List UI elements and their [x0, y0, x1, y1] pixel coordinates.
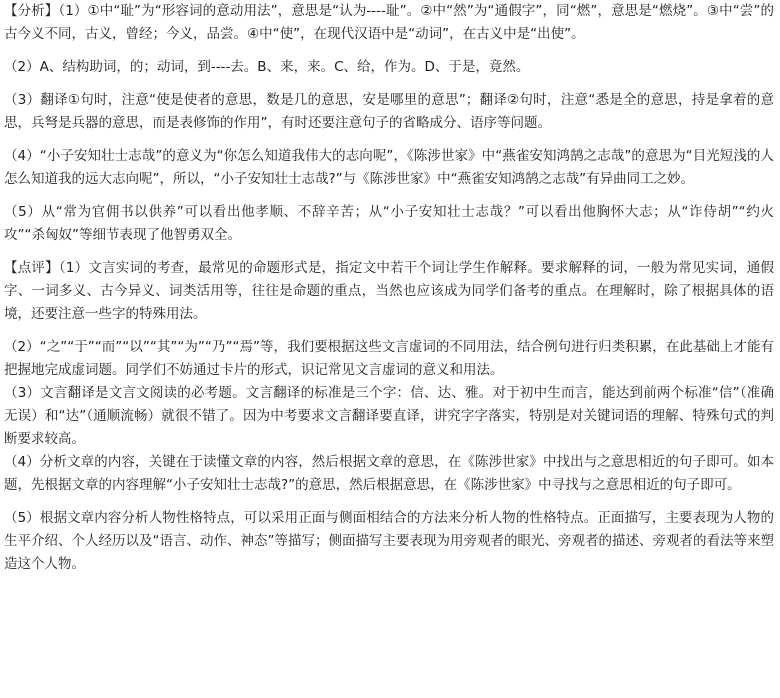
paragraph-gap [4, 46, 774, 56]
analysis-paragraph-3: （3）翻译①句时，注意“使是使者的意思，数是几的意思，安是哪里的意思”；翻译②句时，注意“悉是全的意思，持是拿着的意思，兵弩是兵器的意思，而是表修饰的作用”，有时还要注意句子的省略成分、语序等问题。 [4, 92, 774, 131]
paragraph-gap [4, 135, 774, 145]
comment-paragraph-2: （2）“之”“于”“而”“以”“其”“为”“乃”“焉”等，我们要根据这些文言虚词的不同用法，结合例句进行归类积累，在此基础上才能有把握地完成虚词题。同学们不妨通过卡片的形式，识记常见文言虚词的意义和用法。 [4, 339, 774, 378]
analysis-paragraph-2: （2）A、结构助词，的；动词，到----去。B、来，来。C、给，作为。D、于是，竟然。 [4, 59, 530, 75]
paragraph-gap [4, 79, 774, 89]
paragraph-gap [4, 247, 774, 257]
analysis-paragraph-4: （4）“小子安知壮士志哉”的意义为“你怎么知道我伟大的志向呢”，《陈涉世家》中“燕雀安知鸿鹄之志哉”的意思为“目光短浅的人怎么知道我的远大志向呢”，所以，“小子安知壮士志哉?”与《陈涉世家》中“燕雀安知鸿鹄之志哉”有异曲同工之妙。 [4, 148, 774, 187]
paragraph-gap [4, 191, 774, 201]
comment-paragraph-3: （3）文言翻译是文言文阅读的必考题。文言翻译的标准是三个字：信、达、雅。对于初中生而言，能达到前两个标准“信”（准确无误）和“达”（通顺流畅）就很不错了。因为中考要求文言翻译要直译，讲究字字落实，特别是对关键词语的理解、特殊句式的判断要求较高。 [4, 385, 774, 447]
comment-paragraph-5: （5）根据文章内容分析人物性格特点，可以采用正面与侧面相结合的方法来分析人物的性格特点。正面描写，主要表现为人物的生平介绍、个人经历以及“语言、动作、神态”等描写；侧面描写主要表现为用旁观者的眼光、旁观者的描述、旁观者的看法等来塑造这个人物。 [4, 510, 774, 572]
paragraph-gap [4, 497, 774, 507]
comment-paragraph-1: 【点评】（1）文言实词的考查，最常见的命题形式是，指定文中若干个词让学生作解释。要求解释的词，一般为常见实词，通假字、一词多义、古今异义、词类活用等，往往是命题的重点，当然也应该成为同学们备考的重点。在理解时，除了根据具体的语境，还要注意一些字的特殊用法。 [4, 260, 774, 322]
comment-paragraph-4: （4）分析文章的内容，关键在于读懂文章的内容，然后根据文章的意思，在《陈涉世家》中找出与之意思相近的句子即可。如本题，先根据文章的内容理解“小子安知壮士志哉?”的意思，然后根据意思，在《陈涉世家》中寻找与之意思相近的句子即可。 [4, 454, 774, 493]
paragraph-gap [4, 326, 774, 336]
analysis-paragraph-1: 【分析】（1）①中“耻”为“形容词的意动用法”，意思是“认为----耻”。②中“然”为“通假字”，同“燃”，意思是“燃烧”。③中“尝”的古今义不同，古义，曾经；今义，品尝。④中“使”，在现代汉语中是“动词”，在古义中是“出使”。 [4, 3, 774, 42]
analysis-paragraph-5: （5）从“常为官佣书以供养”可以看出他孝顺、不辞辛苦；从“小子安知壮士志哉？”可以看出他胸怀大志；从“诈侍胡”“约火攻”“杀匈奴”等细节表现了他智勇双全。 [4, 204, 774, 243]
